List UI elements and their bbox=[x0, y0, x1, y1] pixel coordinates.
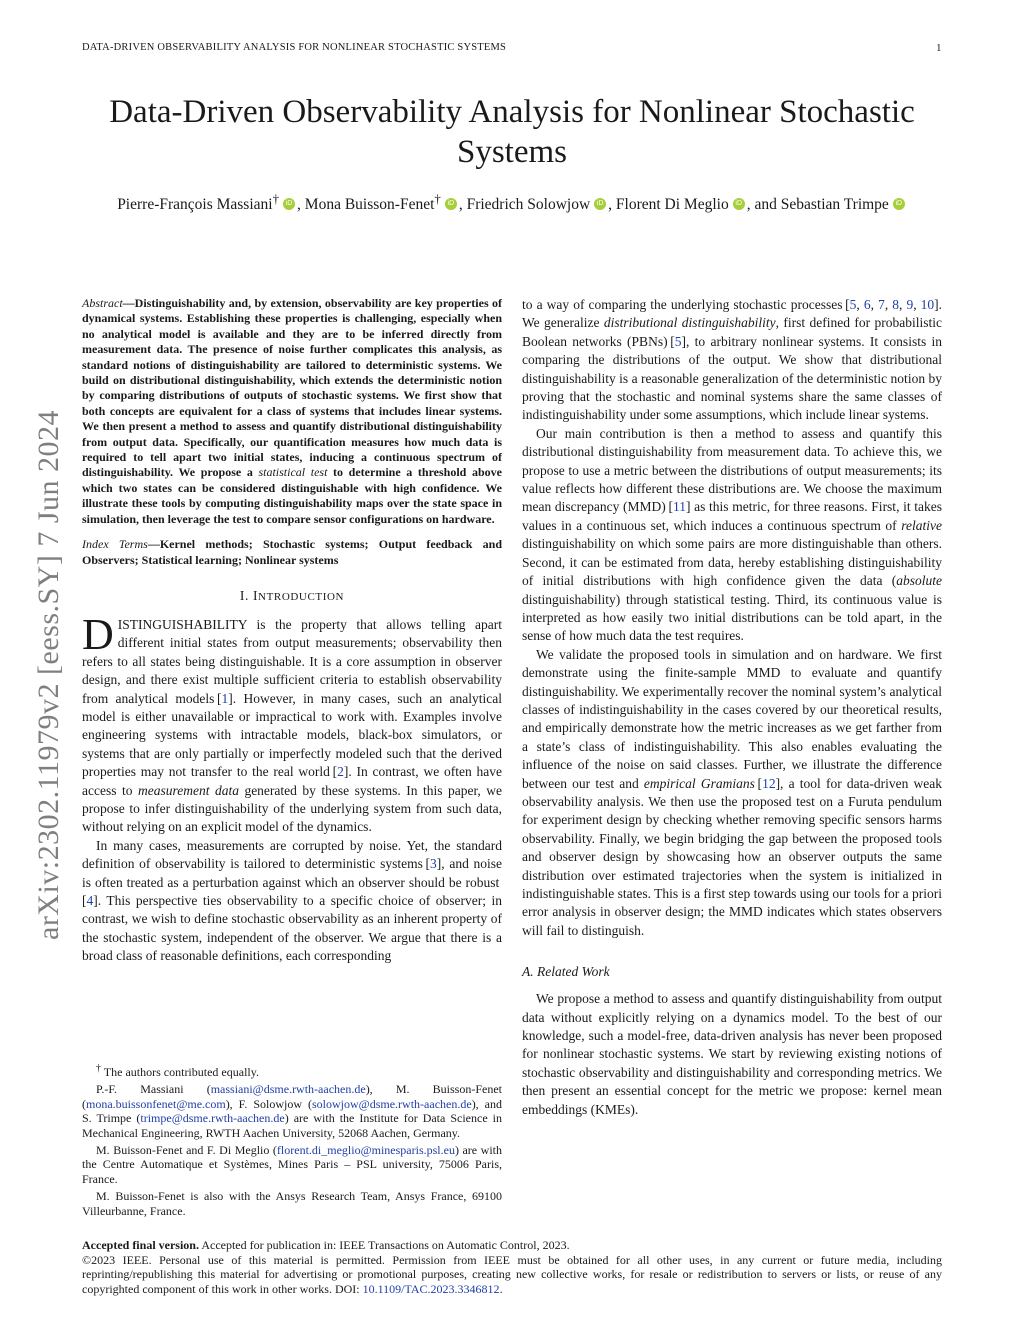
footnote-affiliation bbox=[82, 1143, 502, 1186]
section-heading-introduction bbox=[82, 588, 502, 604]
drop-cap: D bbox=[82, 609, 114, 659]
footnote-affiliation: M. Buisson-Fenet is also with the Ansys Research Team, Ansys France, 69100 Villeurbanne, France. bbox=[82, 1189, 502, 1218]
paragraph-text: generated by these systems. In this paper, we propose to infer distinguishability of the underlying system from such data, without relying on an explicit model of the dynamics. bbox=[82, 782, 503, 835]
section-title-rest: NTRODUCTION bbox=[258, 590, 345, 603]
author-list bbox=[82, 191, 942, 214]
doi-link[interactable]: 10.1109/TAC.2023.3346812 bbox=[362, 1281, 500, 1296]
section-numeral: I. bbox=[239, 587, 253, 603]
emphasis: empirical Gramians bbox=[643, 775, 755, 791]
arxiv-stamp-text: arXiv:2302.11979v2 [eess.SY] 7 Jun 2024 bbox=[32, 409, 65, 940]
author-separator: , and bbox=[746, 196, 781, 214]
paragraph-text: ], and noise is often treated as a perturbation against which an observer should be robust [ bbox=[82, 856, 502, 908]
citation-link[interactable]: 9 bbox=[906, 297, 914, 312]
index-terms-text: Kernel methods; Stochastic systems; Output feedback and Observers; Statistical learning; Nonlinear systems bbox=[82, 537, 502, 567]
paragraph-text: ]. However, in many cases, such an analytical model is either unavailable or impractical to work with. Examples involve engineering systems with intractable models, black-box simulators, or systems that are only partially or imperfectly modeled such that the derived properties may not transfer to the real world [ bbox=[82, 690, 502, 780]
footnote-text: M. Buisson-Fenet and F. Di Meglio ( bbox=[96, 1143, 277, 1158]
abstract bbox=[82, 296, 502, 527]
citation-link[interactable]: 5 bbox=[674, 333, 682, 349]
email-link[interactable]: massiani@dsme.rwth-aachen.de bbox=[210, 1082, 366, 1097]
paragraph-text: ], a tool for data-driven weak observability analysis. We then use the proposed test on a Furuta pendulum for experiment design by checking whether removing specific sensors harms observability. Finally, we begin bridging the gap between the proposed tools and observer design by showcasing how an observer outputs the same distribution over estimated trajectories when the system is initialized in indistinguishable states. This is a first step towards using our tools for a priori error analysis in observer design; the MMD indicates which states observers will fail to distinguish. bbox=[522, 775, 943, 938]
abstract-text: Distinguishability and, by extension, observability are key properties of dynamical systems. Establishing these properties is challenging, especially when no analytical model is available and they are to be inferred directly from measurement data. The presence of noise further complicates this analysis, as standard notions of distinguishability are tailored to deterministic systems. We build on distributional distinguishability, which extends the deterministic notion by comparing distributions of outputs of stochastic systems. We first show that both concepts are equivalent for a class of systems that includes linear systems. We then present a method to assess and quantify distributional distinguishability from output data. Specifically, our quantification measures how much data is required to tell apart two initial states, inducing a continuous spectrum of distinguishability. We propose a bbox=[82, 296, 502, 480]
subsection-heading: A. Related Work bbox=[522, 964, 610, 980]
paragraph-text: Our main contribution is then a method to assess and quantify this distributional distinguishability from measurement data. To achieve this, we propose to use a metric between the distributions of output measurements; its value reflects how different these distributions are. We choose the maximum mean discrepancy (MMD) [ bbox=[522, 425, 942, 515]
footnote-text: ), F. Solowjow ( bbox=[225, 1096, 312, 1111]
citation-link[interactable]: 6 bbox=[863, 297, 871, 312]
orcid-icon[interactable]: iD bbox=[893, 198, 905, 210]
paragraph-text: ], to arbitrary nonlinear systems. It consists in comparing the distributions of the output. We show that distributional distinguishability is a reasonable generalization of the deterministic notion by proving that the stochastic and nominal systems share the same classes of indistinguishability under some assumptions, which include linear systems. bbox=[522, 333, 942, 423]
paragraph bbox=[522, 296, 942, 425]
footnote-text: ) are with the Institute for Data Science in Mechanical Engineering, RWTH Aachen University, 52068 Aachen, Germany. bbox=[82, 1111, 502, 1140]
acceptance-label: Accepted final version. bbox=[82, 1238, 199, 1252]
footnote-text: ), M. Buisson-Fenet ( bbox=[82, 1082, 502, 1111]
paragraph-text: ] as this metric, for three reasons. First, it takes values in a continuous set, which induces a continuous spectrum of bbox=[522, 499, 943, 533]
paragraph-text: , first defined for probabilistic Boolean networks (PBNs) [ bbox=[522, 315, 942, 349]
abstract-label: Abstract bbox=[82, 296, 123, 310]
acceptance-text: Accepted for publication in: IEEE Transactions on Automatic Control, 2023. bbox=[198, 1238, 570, 1252]
orcid-icon[interactable]: iD bbox=[733, 198, 745, 210]
author-name: Pierre-François Massiani bbox=[117, 196, 273, 214]
citation-separator: , bbox=[856, 297, 864, 312]
emphasis: distributional distinguishability bbox=[603, 315, 776, 331]
copyright-end: . bbox=[499, 1281, 503, 1296]
citation-link[interactable]: 8 bbox=[892, 297, 900, 312]
citation-link[interactable]: 11 bbox=[672, 499, 686, 515]
emphasis: relative bbox=[901, 517, 942, 533]
footnotes bbox=[82, 1062, 502, 1221]
email-link[interactable]: trimpe@dsme.rwth-aachen.de bbox=[140, 1111, 285, 1126]
citation-link[interactable]: 12 bbox=[762, 775, 776, 791]
left-column bbox=[82, 296, 502, 966]
author-separator: , bbox=[608, 196, 616, 214]
footnote-text: ), and S. Trimpe ( bbox=[82, 1096, 502, 1126]
author-name: Friedrich Solowjow bbox=[466, 196, 591, 214]
author-name: Mona Buisson-Fenet bbox=[304, 196, 435, 214]
author-name: Florent Di Meglio bbox=[615, 196, 729, 214]
citation-separator: , bbox=[884, 297, 893, 312]
orcid-icon[interactable]: iD bbox=[283, 198, 295, 210]
index-terms bbox=[82, 537, 502, 568]
paragraph bbox=[522, 425, 942, 646]
author-name: Sebastian Trimpe bbox=[780, 196, 889, 214]
footnote-text: P.-F. Massiani ( bbox=[96, 1082, 211, 1097]
paragraph-text: ]. This perspective ties observability to a specific choice of observer; in contrast, we wish to define stochastic observability as an inherent property of the stochastic system, independent of the observer. We argue that there is a broad class of reasonable definitions, each corresponding bbox=[82, 893, 502, 964]
paragraph-text: In many cases, measurements are corrupted by noise. Yet, the standard definition of observability is tailored to deterministic systems [ bbox=[82, 837, 502, 872]
paragraph-text: to a way of comparing the underlying stochastic processes [ bbox=[522, 297, 850, 312]
paragraph bbox=[82, 837, 502, 966]
acceptance-line bbox=[82, 1238, 942, 1253]
paragraph-text: distinguishability) through statistical testing. Third, its continuous value is interpreted as how easily two initial distributions can be told apart, in the sense of how much data the test requires. bbox=[522, 591, 942, 644]
footnote-equal bbox=[82, 1062, 502, 1079]
copyright-notice bbox=[82, 1253, 942, 1297]
copyright-text: ©2023 IEEE. Personal use of this material is permitted. Permission from IEEE must be obtained for all other uses, in any current or future media, including reprinting/republishing this material for advertising or promotional purposes, creating new collective works, for resale or redistribution to servers or lists, or reuse of any copyrighted component of this work in other works. DOI: bbox=[82, 1252, 942, 1296]
footnote-affiliation bbox=[82, 1082, 502, 1140]
footnote-text: The authors contributed equally. bbox=[103, 1065, 259, 1079]
index-terms-dash: — bbox=[147, 537, 160, 552]
citation-separator: , bbox=[899, 297, 907, 312]
email-link[interactable]: solowjow@dsme.rwth-aachen.de bbox=[312, 1096, 472, 1111]
citation-link[interactable]: 7 bbox=[878, 297, 885, 312]
author-mark: † bbox=[434, 191, 441, 206]
email-link[interactable]: florent.di_meglio@minesparis.psl.eu bbox=[276, 1143, 455, 1158]
page-number: 1 bbox=[936, 42, 942, 54]
abstract-text: to determine a threshold above which two states can be considered distinguishable with high confidence. We illustrate these tools by computing distinguishability maps over the state space in simulation, then leverage the test to compare sensor configurations on hardware. bbox=[82, 465, 502, 526]
index-terms-label: Index Terms bbox=[82, 537, 148, 552]
citation-link[interactable]: 3 bbox=[430, 856, 437, 872]
right-column bbox=[522, 296, 942, 1119]
citation-link[interactable]: 2 bbox=[337, 764, 344, 780]
orcid-icon[interactable]: iD bbox=[445, 198, 457, 210]
email-link[interactable]: mona.buissonfenet@me.com bbox=[86, 1096, 226, 1111]
section-title-initial: I bbox=[252, 587, 259, 603]
paragraph: We propose a method to assess and quantify distinguishability from output data without explicitly relying on a dynamics model. To the best of our knowledge, such a model-free, data-driven analysis has never been proposed for nonlinear stochastic systems. We start by reviewing existing notions of stochastic observability and distinguishability and corresponding metrics. We then present an essential concept for the metric we propose: kernel mean embeddings (KMEs). bbox=[522, 991, 942, 1117]
citation-link[interactable]: 1 bbox=[221, 690, 229, 706]
paragraph-text: distinguishability on which some pairs are more distinguishable than others. Second, it can be estimated from data, hereby establishing distinguishability of initial distributions with high confidence given the data ( bbox=[522, 536, 942, 589]
citation-separator: , bbox=[870, 297, 879, 312]
footnote-text: ) are with the Centre Automatique et Systèmes, Mines Paris – PSL university, 75006 Paris, France. bbox=[82, 1143, 503, 1186]
paragraph-text: ISTINGUISHABILITY is the property that allows telling apart different initial states from output measurements; observability then refers to all states being distinguishable. It is a core assumption in observer design, and there exist multiple sufficient criteria to establish observability from analytical models [ bbox=[82, 616, 502, 706]
abstract-emphasis: statistical test bbox=[258, 465, 328, 480]
publication-note bbox=[82, 1238, 942, 1296]
footnote-mark: † bbox=[96, 1063, 101, 1074]
paragraph-text: [ bbox=[754, 775, 763, 791]
citation-link[interactable]: 10 bbox=[920, 297, 935, 312]
citation-link[interactable]: 4 bbox=[86, 893, 94, 908]
author-separator: , bbox=[458, 196, 467, 214]
orcid-icon[interactable]: iD bbox=[594, 198, 606, 210]
paragraph-text: ]. In contrast, we often have access to bbox=[82, 764, 502, 798]
paragraph-text: We validate the proposed tools in simulation and on hardware. We first demonstrate using the finite-sample MMD to evaluate and quantify distinguishability. We experimentally recover the nominal system’s analytical classes of indistinguishability in the cases covered by our theoretical results, and empirically demonstrate how the metric increases as we get farther from a state’s class of indistinguishability. This also enables evaluating the influence of the noise on said classes. Further, we illustrate the difference between our test and bbox=[522, 646, 942, 791]
author-mark: † bbox=[272, 191, 280, 206]
citation-separator: , bbox=[913, 297, 921, 312]
citation-link[interactable]: 5 bbox=[849, 297, 857, 312]
abstract-dash: — bbox=[122, 296, 135, 310]
paper-title: Data-Driven Observability Analysis for Nonlinear Stochastic Systems bbox=[109, 94, 915, 170]
paragraph bbox=[522, 646, 942, 941]
running-header: DATA-DRIVEN OBSERVABILITY ANALYSIS FOR NONLINEAR STOCHASTIC SYSTEMS bbox=[82, 42, 507, 53]
emphasis: measurement data bbox=[137, 782, 239, 798]
paragraph-text: ]. We generalize bbox=[522, 297, 943, 331]
emphasis: absolute bbox=[896, 573, 942, 589]
author-separator: , bbox=[297, 196, 305, 214]
paragraph bbox=[82, 609, 503, 837]
